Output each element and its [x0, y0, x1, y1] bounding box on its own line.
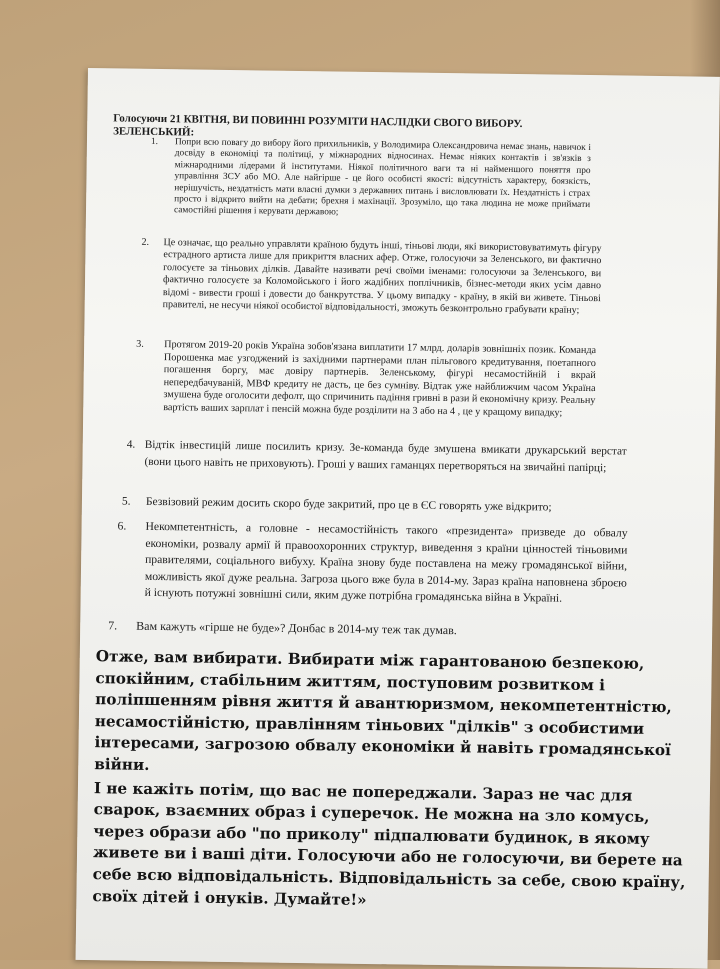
leaflet-heading: Голосуючи 21 КВІТНЯ, ВИ ПОВИННІ РОЗУМІТИ НАСЛІДКИ СВОГО ВИБОРУ. ЗЕЛЕНСЬКИЙ:: [113, 112, 523, 139]
list-item-7: [108, 618, 628, 639]
item-number: 4.: [126, 438, 136, 451]
list-item-3: [135, 339, 596, 421]
list-item-6: [117, 518, 628, 608]
leaflet-paper: [76, 68, 720, 969]
list-item-4: [126, 437, 626, 478]
item-number: 7.: [108, 618, 118, 633]
closing-appeal: [92, 646, 696, 915]
item-number: 2.: [141, 236, 150, 248]
item-text: Вам кажуть «гірше не буде»? Донбас в 2014-му теж так думав.: [136, 618, 457, 638]
item-number: 3.: [136, 338, 144, 350]
item-text: Відтік інвестицій лише посилить кризу. Зе-команда буде змушена вмикати друкарський верстат (вони цього навіть не приховують). Гроші у ваших гаманцях перетворяться на звичайні папірці;: [144, 438, 627, 475]
item-number: 5.: [121, 495, 131, 508]
list-item-5: [122, 495, 622, 516]
item-text: Це означає, що реально управляти країною будуть інші, тіньові люди, які використовуватимуть фігуру естрадного артиста лише для прикриття власних афер. Отже, голосуючи за Зеленського, ви фактично голосуєте за тіньових ділків. Давайте називати речі своїми іменами: голосуючи за Зеленського, ви фактично голосуєте за Коломойського і його жадібних поплічників, бізнес-методи яких усім давно відомі - вивести гроші і довести до банкрутства. У цьому випадку - країну, в якій ви живете. Тіньові правителі, не несучи ніякої особистої відповідальності, зможуть безконтрольно грабувати країну;: [162, 237, 602, 316]
item-text: Некомпетентність, а головне - несамостійність такого «президента» призведе до обвалу економіки, розвалу армії й правоохоронних структур, виведення з країни цінностей тіньовими правителями, соціального вибуху. Країна знову буде поставлена на межу громадянської війни, можливість якої дуже реальна. Загроза цього вже була в 2014-му. Зараз країна наповнена зброєю й існують потужні зовнішні сили, яким дуже потрібна громадянська війна в Україні.: [144, 519, 628, 605]
list-item-1: [150, 137, 591, 223]
list-item-2: [141, 237, 602, 318]
item-text: Попри всю повагу до вибору його прихильників, у Володимира Олександровича немає знань, навичок і досвіду в економіці та політиці, у міжнародних відносинах. Немає ніяких контактів і зв'язків з міжнародними лідерами й інститутами. Ніякої політичного ваги та ні найменшого поняття про управління ЗСУ або МО. Але найгірше - це його особисті якості: відсутність характеру, боязкість, нерішучість, нездатність мати власні думки з державних питань і висловлювати їх. Нездатність і страх просто і відкрито вийти на дебати; брехня і махінації. Зрозуміло, що така людина не може приймати самостійні рішення і керувати державою;: [173, 137, 592, 218]
item-text: Протягом 2019-20 років Україна зобов'язана виплатити 17 млрд. доларів зовнішніх позик. Команда Порошенка має узгоджений із західними партнерами план пільгового кредитування, поетапного погашення боргу, має довіру партнерів. Зеленському, фігурі несамостійній і вкрай непередбачуваній, МВФ кредиту не дасть, це без сумніву. Відтак уже найближчим часом Україна змушена буде оголосити дефолт, що спричинить падіння гривні в рази й економічну кризу. Реальну вартість ваших зарплат і пенсій можна буде розділити на 3 або на 4 , це у кращому випадку;: [163, 339, 597, 419]
closing-paragraph-2: І не кажіть потім, що вас не попереджали. Зараз не час для сварок, взаємних образ і суперечок. Не можна на зло комусь, через образи або "по приколу" підпалювати будинок, в якому живете ви і ваші діти. Голосуючи або не голосуючи, ви берете на себе всю відповідальність. Відповідальність за себе, свою країну, своїх дітей і онуків. Думайте!»: [92, 778, 686, 909]
item-number: 1.: [150, 136, 159, 147]
closing-paragraph-1: Отже, вам вибирати. Вибирати між гарантованою безпекою, спокійним, стабільним життям, поступовим розвитком і поліпшенням рівня життя й авантюризмом, некомпетентністю, несамостійністю, правлінням тіньових "ділків" з особистими інтересами, загрозою обвалу економіки й навіть громадянської війни.: [94, 647, 672, 774]
item-text: Безвізовий режим досить скоро буде закритий, про це в ЄС говорять уже відкрито;: [145, 495, 552, 514]
item-number: 6.: [117, 519, 127, 533]
